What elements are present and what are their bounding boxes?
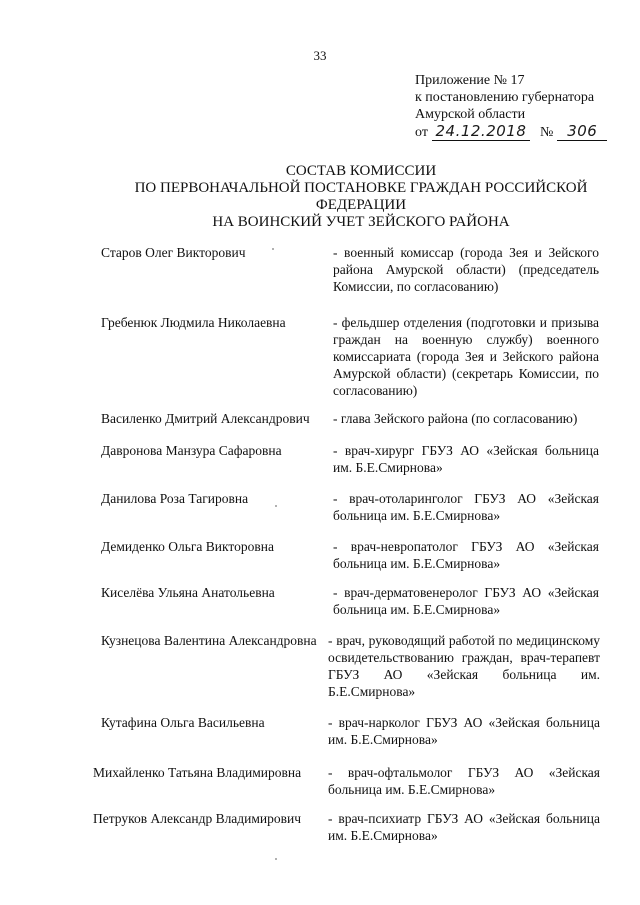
member-role: - врач-невропатолог ГБУЗ АО «Зейская больница им. Б.Е.Смирнова» <box>333 539 599 571</box>
handwritten-number: 306 <box>557 123 607 141</box>
member-role: - врач-дерматовенеролог ГБУЗ АО «Зейская больница им. Б.Е.Смирнова» <box>333 585 599 617</box>
member-name: Старов Олег Викторович <box>101 245 246 260</box>
member-name: Кузнецова Валентина Александровна <box>101 633 317 648</box>
member-role: - военный комиссар (города Зея и Зейского района Амурской области) (председатель Комиссии, по согласованию) <box>333 245 599 294</box>
member-name: Демиденко Ольга Викторовна <box>101 539 274 554</box>
appendix-block <box>415 72 607 141</box>
member-name: Василенко Дмитрий Александрович <box>101 411 310 426</box>
appendix-title: Приложение № 17 <box>415 73 525 88</box>
scan-speck <box>275 505 277 507</box>
date-prefix: от <box>415 125 428 140</box>
member-role: - врач-нарколог ГБУЗ АО «Зейская больница им. Б.Е.Смирнова» <box>328 715 600 747</box>
member-role: - врач, руководящий работой по медицинскому освидетельствованию граждан, врач-терапевт ГБУЗ АО «Зейская больница им. Б.Е.Смирнова» <box>328 633 600 699</box>
number-prefix: № <box>539 125 554 140</box>
member-name: Петруков Александр Владимирович <box>93 811 302 826</box>
member-role: - глава Зейского района (по согласованию) <box>333 411 578 426</box>
member-name: Киселёва Ульяна Анатольевна <box>101 585 275 600</box>
member-name: Давронова Манзура Сафаровна <box>101 443 282 458</box>
scan-speck <box>275 858 277 860</box>
member-role: - врач-хирург ГБУЗ АО «Зейская больница им. Б.Е.Смирнова» <box>333 443 599 475</box>
member-name: Михайленко Татьяна Владимировна <box>93 765 302 780</box>
title-line-2: ПО ПЕРВОНАЧАЛЬНОЙ ПОСТАНОВКЕ ГРАЖДАН РОССИЙСКОЙ ФЕДЕРАЦИИ <box>134 180 588 213</box>
member-name: Кутафина Ольга Васильевна <box>101 715 265 730</box>
scan-speck <box>272 248 274 250</box>
member-name: Данилова Роза Тагировна <box>101 491 249 506</box>
member-role: - врач-офтальмолог ГБУЗ АО «Зейская больница им. Б.Е.Смирнова» <box>328 765 600 797</box>
title-line-3: НА ВОИНСКИЙ УЧЕТ ЗЕЙСКОГО РАЙОНА <box>212 214 510 230</box>
document-title <box>90 163 632 231</box>
member-role: - фельдшер отделения (подготовки и призыва граждан на военную службу) военного комиссариата (города Зея и Зейского района Амурской области) (секретарь Комиссии, по согласованию) <box>333 315 599 398</box>
title-line-1: СОСТАВ КОМИССИИ <box>285 163 437 179</box>
member-role: - врач-отоларинголог ГБУЗ АО «Зейская больница им. Б.Е.Смирнова» <box>333 491 599 523</box>
handwritten-date: 24.12.2018 <box>432 123 530 141</box>
appendix-region: Амурской области <box>415 107 526 122</box>
page-number: 33 <box>313 48 327 63</box>
member-name: Гребенюк Людмила Николаевна <box>101 315 286 330</box>
member-role: - врач-психиатр ГБУЗ АО «Зейская больница им. Б.Е.Смирнова» <box>328 811 600 843</box>
appendix-date-number <box>415 123 607 141</box>
appendix-reference: к постановлению губернатора <box>415 90 595 105</box>
